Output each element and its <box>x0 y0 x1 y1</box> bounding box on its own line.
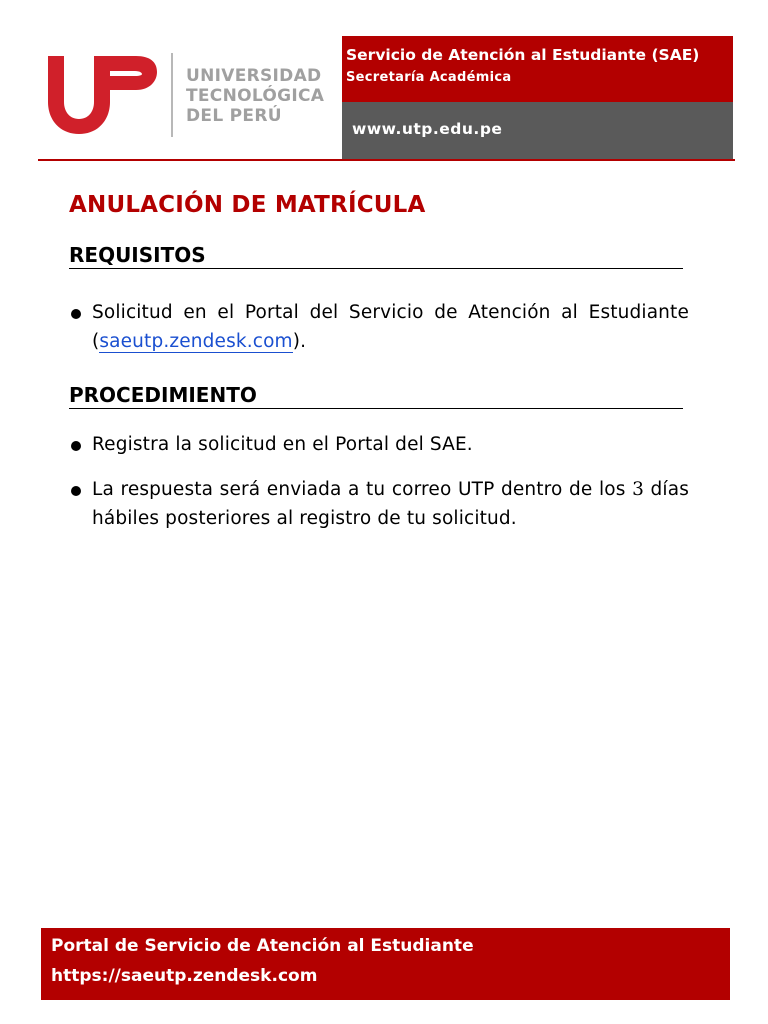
bullet-icon <box>71 309 81 319</box>
procedimiento-step-1: Registra la solicitud en el Portal del SAE. <box>92 434 473 455</box>
list-item <box>69 298 689 356</box>
requisito-text-start: Solicitud en el Portal del Servicio de Atención al Estudiante ( <box>92 302 689 352</box>
requisitos-heading: REQUISITOS <box>69 242 683 269</box>
university-name-line-3: DEL PERÚ <box>186 106 282 126</box>
footer-band <box>41 928 730 1000</box>
zendesk-link[interactable]: saeutp.zendesk.com <box>99 331 293 352</box>
page-title: ANULACIÓN DE MATRÍCULA <box>69 192 426 218</box>
university-name <box>186 66 324 126</box>
utp-logo <box>42 50 160 138</box>
header-gray-band <box>342 102 733 160</box>
service-title: Servicio de Atención al Estudiante (SAE) <box>346 46 700 64</box>
procedimiento-step-2-end: días hábiles posteriores al registro de tu solicitud. <box>92 479 689 529</box>
website-link[interactable]: www.utp.edu.pe <box>352 120 503 138</box>
bullet-icon <box>71 441 81 451</box>
list-item <box>69 430 689 459</box>
requisitos-list <box>69 298 689 372</box>
procedimiento-heading: PROCEDIMIENTO <box>69 382 683 409</box>
bullet-icon <box>71 486 81 496</box>
footer-url[interactable]: https://saeutp.zendesk.com <box>51 966 318 986</box>
header-red-band <box>342 36 733 102</box>
procedimiento-list <box>69 430 689 549</box>
footer-portal-label: Portal de Servicio de Atención al Estudiante <box>51 936 474 956</box>
requisito-text-end: ). <box>292 331 307 352</box>
procedimiento-step-2-start: La respuesta será enviada a tu correo UTP dentro de los <box>92 479 633 500</box>
university-name-line-2: TECNOLÓGICA <box>186 86 325 106</box>
university-name-line-1: UNIVERSIDAD <box>186 66 322 86</box>
header-divider <box>38 159 735 161</box>
list-item <box>69 475 689 533</box>
header-box <box>342 36 733 160</box>
business-days-number: 3 <box>632 479 644 500</box>
secretaria-label: Secretaría Académica <box>346 70 512 85</box>
logo-divider <box>171 53 173 137</box>
